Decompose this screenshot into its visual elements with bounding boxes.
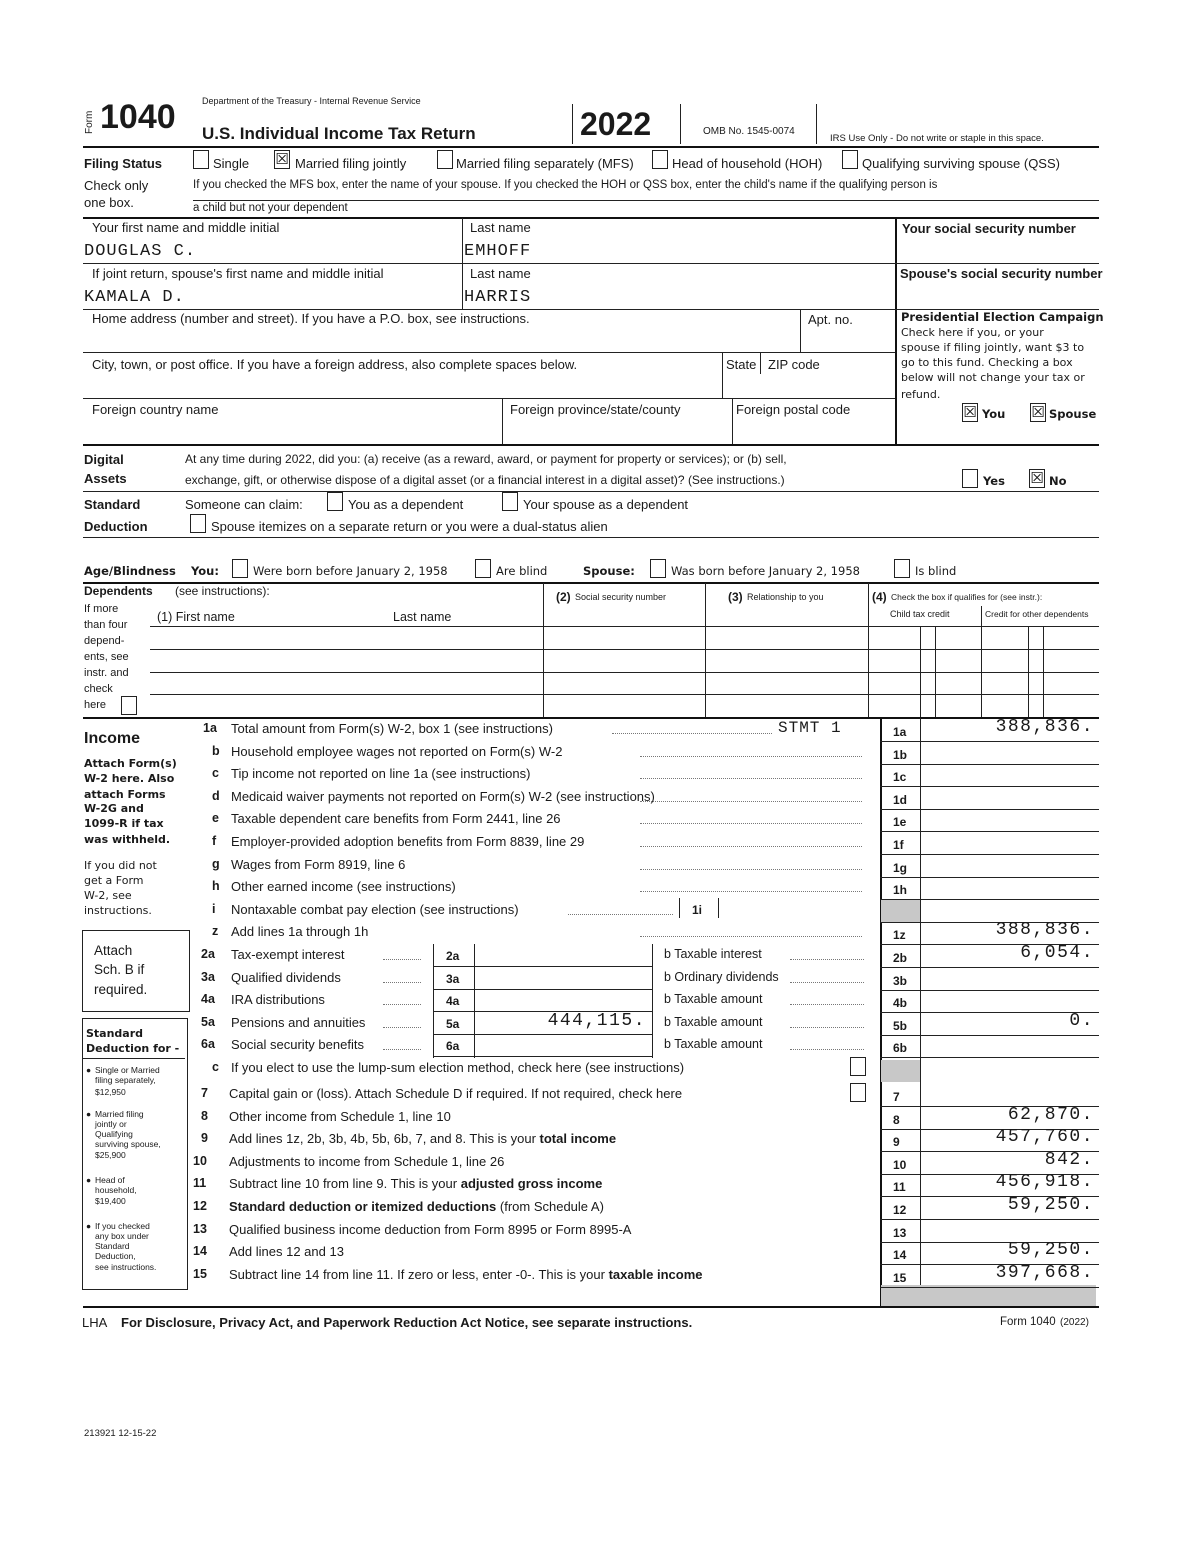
dep-col-first-name: (1) First name (157, 610, 235, 624)
line-text: Nontaxable combat pay election (see instructions) (231, 902, 519, 917)
statement-note: STMT 1 (778, 719, 842, 737)
leader-dots (790, 1049, 864, 1050)
digital-yes-label: Yes (983, 474, 1005, 488)
leader-dots (640, 756, 862, 757)
line-text: b Ordinary dividends (664, 970, 779, 984)
line-ref: 1i (692, 903, 703, 917)
line-number: e (212, 811, 219, 825)
std-box-title-1: Standard (86, 1027, 144, 1040)
leader-dots (640, 778, 862, 779)
line-text: Other earned income (see instructions) (231, 879, 456, 894)
line-ref: 1z (893, 928, 906, 942)
row-divider (433, 1056, 652, 1057)
leader-dots (383, 982, 421, 983)
you-dependent-checkbox[interactable] (327, 492, 343, 511)
attach-b-1: Attach (94, 943, 133, 958)
foreign-country-label: Foreign country name (92, 402, 219, 417)
campaign-text-1: Check here if you, or your (901, 326, 1044, 339)
line-ref: 1b (893, 748, 908, 762)
spouse-ssn-label: Spouse's social security number (900, 266, 1103, 281)
digital-yes-checkbox[interactable] (962, 469, 978, 488)
row-divider (880, 854, 1099, 855)
income-side-6: was withheld. (84, 833, 171, 846)
leader-dots (383, 1004, 421, 1005)
line-text: Total amount from Form(s) W-2, box 1 (see instructions) (231, 721, 553, 736)
spouse-last-name-value[interactable]: HARRIS (464, 288, 532, 307)
form-word: Form (84, 110, 95, 134)
income-side2-1: If you did not (84, 859, 157, 872)
ssn-label: Your social security number (902, 221, 1076, 236)
line-text: Adjustments to income from Schedule 1, line 26 (229, 1154, 505, 1169)
qualifying-spouse-checkbox[interactable] (842, 150, 858, 169)
line-text-group (229, 1132, 616, 1145)
dep-col4-label: Check the box if qualifies for (see instr.): (891, 592, 1043, 602)
you-blind-label: Are blind (496, 564, 548, 578)
dependents-side-6: check (84, 683, 113, 695)
campaign-title: Presidential Election Campaign (901, 310, 1104, 324)
line-text: Wages from Form 8919, line 6 (231, 857, 406, 872)
line-amount[interactable]: 388,836. (995, 717, 1094, 737)
line-number: g (212, 857, 220, 871)
dep-col3-num: (3) (728, 590, 743, 604)
row-divider (880, 877, 1099, 878)
filing-instruction-2: a child but not your dependent (193, 202, 348, 214)
dep-col4a-label: Child tax credit (890, 609, 950, 619)
filing-status-heading: Filing Status (84, 156, 162, 171)
someone-can-claim: Someone can claim: (185, 497, 303, 512)
line-number: i (212, 902, 216, 916)
std-box-item4-4: Deduction, (95, 1251, 136, 1261)
std-box-item1-1t: Single or Married (95, 1065, 160, 1075)
line-number: 10 (193, 1154, 207, 1168)
line-text: IRA distributions (231, 992, 325, 1007)
dependents-side-3: depend- (84, 635, 125, 647)
tax-year: 2022 (580, 106, 652, 142)
std-box-item2-5: $25,900 (95, 1150, 126, 1160)
head-of-household-checkbox[interactable] (652, 150, 668, 169)
line-ref: 6b (893, 1041, 908, 1055)
lha-label: LHA (82, 1315, 108, 1330)
campaign-spouse-checkbox[interactable]: ☒ (1031, 403, 1045, 421)
line-text-group (229, 1268, 703, 1281)
line-ref: 2a (446, 949, 460, 963)
you-born-before-checkbox[interactable] (232, 559, 248, 578)
line-text: b Taxable interest (664, 947, 762, 961)
dep-col3-label: Relationship to you (747, 592, 824, 602)
age-spouse-label: Spouse: (583, 564, 635, 578)
foreign-postal-label: Foreign postal code (736, 402, 851, 417)
shaded-cell (881, 900, 920, 922)
line-text: Pensions and annuities (231, 1015, 366, 1030)
line-amount[interactable]: 456,918. (995, 1172, 1094, 1192)
line-ref: 1h (893, 883, 908, 897)
lump-sum-checkbox[interactable] (850, 1057, 866, 1076)
digital-assets-text-1: At any time during 2022, did you: (a) receive (as a reward, award, or payment for property or services); or (b) sell, (185, 452, 787, 466)
line-number: 7 (201, 1086, 208, 1100)
line-text-group (229, 1245, 344, 1258)
line-amount[interactable]: 0. (1069, 1011, 1094, 1031)
dep-col-last-name: Last name (393, 610, 452, 624)
line-text-group (229, 1110, 451, 1123)
line-bold-text: Standard deduction or itemized deductions (229, 1199, 497, 1214)
line-ref: 3a (446, 972, 460, 986)
campaign-text-3: go to this fund. Checking a box (901, 356, 1073, 369)
line-ref: 4a (446, 994, 460, 1008)
bullet-icon: ● (86, 1175, 92, 1185)
line-amount[interactable]: 444,115. (547, 1011, 646, 1031)
income-side-5: 1099-R if tax (84, 817, 164, 830)
spouse-dependent-checkbox[interactable] (502, 492, 518, 511)
income-side2-2: get a Form (84, 874, 144, 887)
row-divider (433, 1034, 652, 1035)
std-box-item3-3: $19,400 (95, 1196, 126, 1206)
line-amount[interactable]: 59,250. (1007, 1240, 1094, 1260)
line-ref: 13 (893, 1226, 907, 1240)
line-text: Social security benefits (231, 1037, 364, 1052)
std-box-item2-4: surviving spouse, (95, 1139, 161, 1149)
spouse-first-name-label: If joint return, spouse's first name and middle initial (92, 266, 384, 281)
row-divider (880, 831, 1099, 832)
married-jointly-label: Married filing jointly (295, 156, 407, 171)
row-divider (880, 967, 1099, 968)
attach-b-2: Sch. B if (94, 962, 145, 977)
line-text: Add lines 12 and 13 (229, 1244, 344, 1259)
line-number: h (212, 879, 220, 893)
first-name-label: Your first name and middle initial (92, 220, 280, 235)
line-text: Subtract line 10 from line 9. This is your (229, 1176, 458, 1191)
line-ref: 15 (893, 1271, 907, 1285)
leader-dots (383, 1027, 421, 1028)
line-ref: 14 (893, 1248, 907, 1262)
you-blind-checkbox[interactable] (475, 559, 491, 578)
line-number: 1a (203, 721, 217, 735)
line-ref: 1f (893, 838, 904, 852)
line-text: Add lines 1a through 1h (231, 924, 369, 939)
line-ref: 1g (893, 861, 908, 875)
line-number: 12 (193, 1199, 207, 1213)
std-box-title-2: Deduction for - (86, 1042, 180, 1055)
spouse-first-name-value[interactable]: KAMALA D. (84, 288, 185, 307)
leader-dots (640, 936, 862, 937)
row-divider (433, 966, 652, 967)
line-text-group (229, 1223, 631, 1236)
leader-dots (383, 1049, 421, 1050)
age-blindness-heading: Age/Blindness (84, 564, 176, 578)
campaign-spouse-label: Spouse (1049, 407, 1097, 421)
filing-instruction-1: If you checked the MFS box, enter the name of your spouse. If you checked the HOH or QSS box, enter the child's name if the qualifying person is (193, 179, 938, 191)
line-ref: 1c (893, 770, 907, 784)
line-number: 15 (193, 1267, 207, 1281)
row-divider (880, 1219, 1099, 1220)
line-number: c (212, 1060, 219, 1074)
form-ref: Form 1040 (1000, 1316, 1056, 1328)
std-box-item3-2: household, (95, 1185, 137, 1195)
last-name-value[interactable]: EMHOFF (464, 242, 532, 261)
qualifying-spouse-label: Qualifying surviving spouse (QSS) (862, 156, 1060, 171)
line-number: d (212, 789, 220, 803)
leader-dots (568, 914, 673, 915)
leader-dots (640, 869, 862, 870)
spouse-dependent-label: Your spouse as a dependent (523, 497, 689, 512)
line-ref: 1e (893, 815, 907, 829)
row-divider (433, 989, 652, 990)
foreign-province-label: Foreign province/state/county (510, 402, 681, 417)
line-text: b Taxable amount (664, 992, 763, 1006)
form-ref-year: (2022) (1060, 1317, 1089, 1328)
line-amount[interactable]: 59,250. (1007, 1195, 1094, 1215)
line-text: Tip income not reported on line 1a (see instructions) (231, 766, 531, 781)
form-title: U.S. Individual Income Tax Return (202, 124, 476, 143)
bullet-icon: ● (86, 1109, 92, 1119)
married-separately-checkbox[interactable] (437, 150, 453, 169)
std-box-item1-1: ● (86, 1065, 92, 1075)
you-born-before-label: Were born before January 2, 1958 (253, 564, 448, 578)
line-ref: 7 (893, 1090, 900, 1104)
line-number: 3a (201, 970, 215, 984)
income-heading: Income (84, 730, 141, 747)
std-box-item2-1: Married filing (95, 1109, 144, 1119)
line-ref: 12 (893, 1203, 907, 1217)
dependents-side-1: If more (84, 603, 119, 615)
std-box-item1-3: $12,950 (95, 1087, 126, 1097)
dep-col2-label: Social security number (575, 592, 667, 602)
campaign-text-4: below will not change your tax or (901, 371, 1085, 384)
row-divider (880, 786, 1099, 787)
leader-dots (640, 823, 862, 824)
line-number: f (212, 834, 217, 848)
line-ref: 1d (893, 793, 908, 807)
attach-b-3: required. (94, 982, 148, 997)
digital-assets-text-2: exchange, gift, or otherwise dispose of a digital asset (or a financial interest in a digital asset)? (See instructions.) (185, 473, 785, 487)
single-label: Single (213, 156, 250, 171)
line-ref: 5a (446, 1017, 460, 1031)
filing-status-note-2: one box. (84, 195, 134, 210)
spouse-itemizes-checkbox[interactable] (190, 514, 206, 533)
line-ref: 9 (893, 1135, 900, 1149)
dependents-heading: Dependents (84, 584, 153, 598)
row-divider (880, 1012, 1099, 1013)
line-text: If you elect to use the lump-sum election method, check here (see instructions) (231, 1060, 685, 1075)
campaign-you-checkbox[interactable]: ☒ (963, 403, 977, 421)
line-number: 13 (193, 1222, 207, 1236)
leader-dots (640, 891, 862, 892)
line-amount[interactable]: 397,668. (995, 1263, 1094, 1283)
income-side-2: W-2 here. Also (84, 772, 175, 785)
line-number: 4a (201, 992, 215, 1006)
line-ref: 1a (893, 725, 907, 739)
filing-status-note-1: Check only (84, 178, 149, 193)
line-text: Capital gain or (loss). Attach Schedule D if required. If not required, check here (229, 1086, 683, 1101)
line-text: Employer-provided adoption benefits from Form 8839, line 29 (231, 834, 585, 849)
last-name-label: Last name (470, 220, 531, 235)
line-text: Qualified business income deduction from Form 8995 or Form 8995-A (229, 1222, 632, 1237)
capital-gain-checkbox[interactable] (850, 1083, 866, 1102)
line-text-group (229, 1087, 682, 1100)
leader-dots (790, 982, 864, 983)
line-number: c (212, 766, 219, 780)
row-divider (880, 1057, 1099, 1058)
shaded-cell (881, 1285, 1096, 1306)
line-text: Other income from Schedule 1, line 10 (229, 1109, 451, 1124)
line-text: b Taxable amount (664, 1015, 763, 1029)
digital-no-label: No (1049, 474, 1067, 488)
line-text: Subtract line 14 from line 11. If zero or less, enter -0-. This is your (229, 1267, 605, 1282)
married-jointly-checkbox[interactable]: ☒ (275, 150, 289, 168)
line-number: 6a (201, 1037, 215, 1051)
campaign-you-label: You (982, 407, 1006, 421)
line-number: 9 (201, 1131, 208, 1145)
line-number: b (212, 744, 220, 758)
line-amount[interactable]: 457,760. (995, 1127, 1094, 1147)
shaded-cell (881, 1060, 920, 1082)
digital-no-checkbox[interactable]: ☒ (1030, 469, 1044, 487)
row-divider (880, 764, 1099, 765)
std-box-item1-2: filing separately, (95, 1075, 156, 1085)
row-divider (880, 990, 1099, 991)
dependents-side-7: here (84, 699, 107, 711)
state-label: State (726, 357, 757, 372)
line-text-group (229, 1200, 604, 1213)
income-side2-4: instructions. (84, 904, 152, 917)
line-text: b Taxable amount (664, 1037, 763, 1051)
married-separately-label: Married filing separately (MFS) (456, 156, 634, 171)
spouse-itemizes-label: Spouse itemizes on a separate return or you were a dual-status alien (211, 519, 608, 534)
department-label: Department of the Treasury - Internal Revenue Service (202, 96, 421, 106)
leader-dots (790, 959, 864, 960)
income-side-3: attach Forms (84, 788, 166, 801)
line-number: 11 (193, 1176, 207, 1190)
irs-use-only: IRS Use Only - Do not write or staple in this space. (830, 133, 1044, 144)
std-box-item4-2: any box under (95, 1231, 149, 1241)
income-side-1: Attach Form(s) (84, 757, 177, 770)
dependents-side-5: instr. and (84, 667, 129, 679)
privacy-notice: For Disclosure, Privacy Act, and Paperwork Reduction Act Notice, see separate instructions. (121, 1315, 693, 1330)
std-box-item2-3: Qualifying (95, 1129, 133, 1139)
leader-dots (640, 801, 862, 802)
row-divider (880, 741, 1099, 742)
line-amount[interactable]: 842. (1044, 1150, 1094, 1170)
dep-col4-num: (4) (872, 590, 887, 604)
std-box-item4-3: Standard (95, 1241, 130, 1251)
you-dependent-label: You as a dependent (348, 497, 464, 512)
leader-dots (640, 846, 862, 847)
line-ref: 4b (893, 996, 908, 1010)
income-side-4: W-2G and (84, 802, 144, 815)
form-code: 213921 12-15-22 (84, 1428, 157, 1439)
head-of-household-label: Head of household (HOH) (672, 156, 823, 171)
line-ref: 5b (893, 1019, 908, 1033)
line-text: Tax-exempt interest (231, 947, 345, 962)
home-address-label: Home address (number and street). If you have a P.O. box, see instructions. (92, 311, 530, 326)
omb-number: OMB No. 1545-0074 (703, 126, 795, 137)
line-ref: 11 (893, 1180, 906, 1194)
leader-dots (790, 1027, 864, 1028)
zip-label: ZIP code (768, 357, 820, 372)
leader-dots (612, 733, 772, 734)
standard-deduction-heading-1: Standard (84, 497, 141, 512)
std-box-item3-1: Head of (95, 1175, 125, 1185)
dependents-see-instr: (see instructions): (175, 584, 270, 598)
line-text-group (229, 1177, 602, 1190)
std-box-item4-1: If you checked (95, 1221, 150, 1231)
line-bold-text: total income (539, 1131, 617, 1146)
row-divider (880, 1035, 1099, 1036)
line-text: Household employee wages not reported on Form(s) W-2 (231, 744, 563, 759)
line-amount[interactable]: 6,054. (1020, 943, 1094, 963)
spouse-blind-label: Is blind (915, 564, 957, 578)
leader-dots (383, 959, 421, 960)
single-checkbox[interactable] (193, 150, 209, 169)
line-text: Taxable dependent care benefits from Form 2441, line 26 (231, 811, 561, 826)
dependents-side-2: than four (84, 619, 128, 631)
line-text: Medicaid waiver payments not reported on Form(s) W-2 (see instructions) (231, 789, 655, 804)
row-divider (880, 1287, 1099, 1288)
line-number: 8 (201, 1109, 208, 1123)
line-tail-text: (from Schedule A) (499, 1199, 604, 1214)
spouse-blind-checkbox[interactable] (894, 559, 910, 578)
row-divider (880, 809, 1099, 810)
leader-dots (790, 1004, 864, 1005)
spouse-born-before-checkbox[interactable] (650, 559, 666, 578)
income-side2-3: W-2, see (84, 889, 132, 902)
line-ref: 10 (893, 1158, 907, 1172)
line-text: Add lines 1z, 2b, 3b, 4b, 5b, 6b, 7, and 8. This is your (229, 1131, 536, 1146)
line-number: 14 (193, 1244, 207, 1258)
form-number: 1040 (100, 98, 176, 136)
campaign-text-5: refund. (901, 388, 941, 401)
line-bold-text: taxable income (608, 1267, 703, 1282)
line-number: 5a (201, 1015, 215, 1029)
more-dependents-checkbox[interactable] (121, 696, 137, 715)
line-number: 2a (201, 947, 215, 961)
digital-assets-heading-2: Assets (84, 471, 127, 486)
line-bold-text: adjusted gross income (460, 1176, 603, 1191)
standard-deduction-heading-2: Deduction (84, 519, 148, 534)
spouse-last-name-label: Last name (470, 266, 531, 281)
dependents-side-4: ents, see (84, 651, 129, 663)
line-ref: 6a (446, 1039, 460, 1053)
line-number: z (212, 924, 219, 938)
city-label: City, town, or post office. If you have a foreign address, also complete spaces below. (92, 357, 578, 372)
dep-col4b-label: Credit for other dependents (985, 609, 1089, 619)
line-ref: 3b (893, 974, 908, 988)
spouse-born-before-label: Was born before January 2, 1958 (671, 564, 860, 578)
dep-col2-num: (2) (556, 590, 571, 604)
line-amount[interactable]: 62,870. (1007, 1105, 1094, 1125)
line-text-group (229, 1155, 504, 1168)
std-box-item2-2: jointly or (95, 1119, 127, 1129)
line-ref: 2b (893, 951, 908, 965)
first-name-value[interactable]: DOUGLAS C. (84, 242, 197, 261)
line-text: Qualified dividends (231, 970, 341, 985)
campaign-text-2: spouse if filing jointly, want $3 to (901, 341, 1085, 354)
row-divider (880, 899, 1099, 900)
age-you-label: You: (191, 564, 219, 578)
line-amount[interactable]: 388,836. (995, 920, 1094, 940)
digital-assets-heading-1: Digital (84, 452, 124, 467)
line-ref: 8 (893, 1113, 900, 1127)
apt-label: Apt. no. (808, 312, 853, 327)
bullet-icon: ● (86, 1221, 92, 1231)
std-box-item4-5: see instructions. (95, 1262, 157, 1272)
